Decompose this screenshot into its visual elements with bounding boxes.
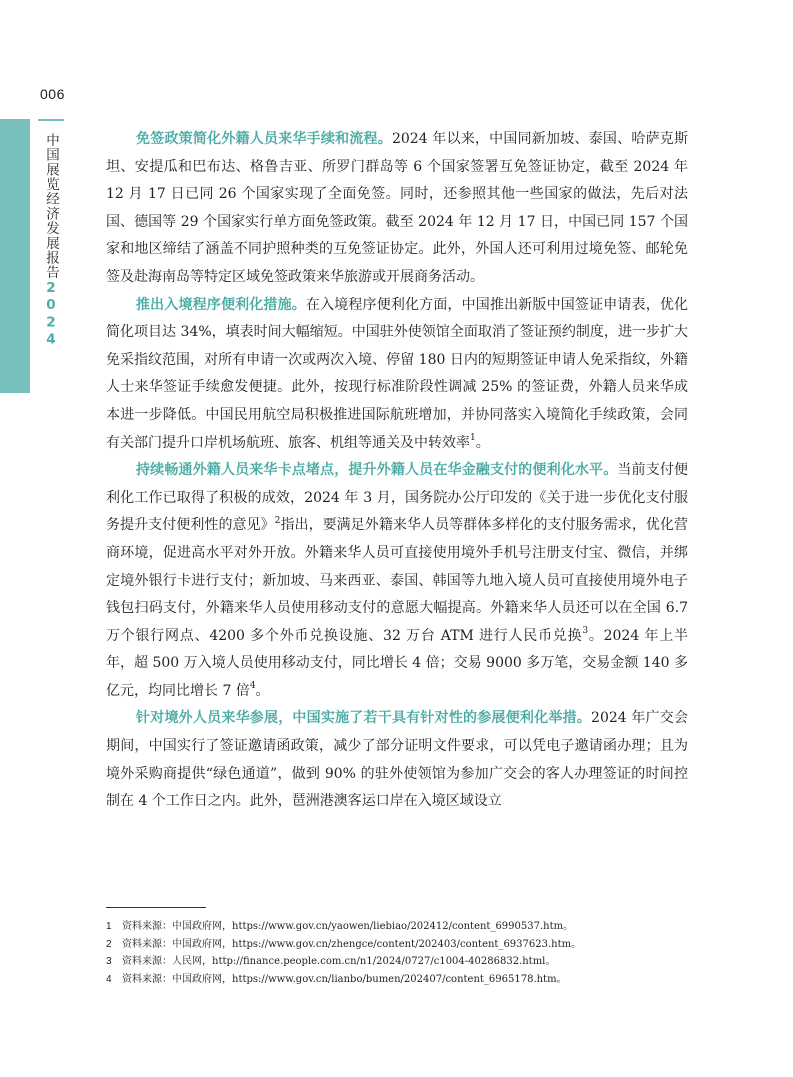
footnote-text: 资料来源：中国政府网，https://www.gov.cn/lianbo/bumen/202407/content_6965178.htm。 [122,973,567,985]
footnote-ref-1[interactable]: 1 [470,432,476,443]
side-accent-band [0,119,30,393]
footnotes [106,918,706,988]
paragraph-payments [106,457,688,705]
paragraph-body: 在入境程序便利化方面，中国推出新版中国签证申请表，优化简化项目达 34%，填表时间大幅缩短。中国驻外使领馆全面取消了签证预约制度，进一步扩大免采指纹范围，对所有申请一次或两次入境、停留 180 日内的短期签证申请人免采指纹，外籍人士来华签证手续愈发便捷。此外，按现行标准阶段性调减 25% 的签证费，外籍人员来华成本进一步降低。中国民用航空局积极推进国际航班增加，并协同落实入境简化手续政策，会同有关部门提升口岸机场航班、旅客、机组等通关及中转效率 [106,296,689,451]
paragraph-visa-exemption [106,126,688,292]
footnote-number: 3 [106,956,112,967]
paragraph-lead: 针对境外人员来华参展，中国实施了若干具有针对性的参展便利化举措。 [136,710,592,727]
book-title-text: 中国展览经济发展报告 [43,133,59,280]
page-number: 006 [40,86,65,102]
footnote-text: 资料来源：中国政府网，https://www.gov.cn/zhengce/content/202403/content_6937623.htm。 [122,938,582,950]
paragraph-entry-procedures [106,292,688,458]
paragraph-body-3: 。2024 年上半年，超 500 万入境人员使用移动支付，同比增长 4 倍；交易 9000 多万笔，交易金额 140 多亿元，均同比增长 7 倍 [106,627,688,699]
main-text [106,126,688,816]
footnote-ref-4[interactable]: 4 [249,681,256,692]
paragraph-tail: 。 [255,682,270,699]
footnote-item [106,918,706,936]
footnote-text: 资料来源：人民网，http://finance.people.com.cn/n1/2024/0727/c1004-40286832.html。 [122,956,556,967]
paragraph-lead: 免签政策简化外籍人员来华手续和流程。 [136,131,392,147]
footnote-number: 4 [106,973,112,985]
paragraph-lead: 持续畅通外籍人员来华卡点堵点，提升外籍人员在华金融支付的便利化水平。 [136,462,618,479]
footnote-ref-3[interactable]: 3 [582,626,589,637]
book-year: 2024 [43,280,59,349]
side-accent-rule [38,119,64,121]
footnote-number: 1 [106,921,112,932]
paragraph-tail: 。 [475,434,490,451]
footnote-divider [106,907,206,908]
paragraph-body: 2024 年以来，中国同新加坡、泰国、哈萨克斯坦、安提瓜和巴布达、格鲁吉亚、所罗门群岛等 6 个国家签署互免签证协定，截至 2024 年 12 月 17 日已同 26 个国家实现了全面免签。同时，还参照其他一些国家的做法，先后对法国、德国等 29 个国家实行单方面免签政策。截至 2024 年 12 月 17 日，中国已同 157 个国家和地区缔结了涵盖不同护照种类的互免签证协定。此外，外国人还可利用过境免签、邮轮免签及赴海南岛等特定区域免签政策来华旅游或开展商务活动。 [106,131,689,285]
paragraph-body: 2024 年广交会期间，中国实行了签证邀请函政策，减少了部分证明文件要求，可以凭电子邀请函办理；且为境外采购商提供“绿色通道”，做到 90% 的驻外使领馆为参加广交会的客人办理签证的时间控制在 4 个工作日之内。此外，琶洲港澳客运口岸在入境区域设立 [106,710,688,810]
paragraph-exhibition-facilitation [106,705,688,815]
footnote-ref-2[interactable]: 2 [274,515,281,526]
paragraph-body: 当前支付便利化工作已取得了积极的成效，2024 年 3 月，国务院办公厅印发的《关于进一步优化支付服务提升支付便利性的意见》 [106,462,689,534]
footnote-item [106,971,706,989]
footnote-item [106,936,706,954]
paragraph-lead: 推出入境程序便利化措施。 [136,296,306,313]
paragraph-body-2: 指出，要满足外籍来华人员等群体多样化的支付服务需求，优化营商环境，促进高水平对外开放。外籍来华人员可直接使用境外手机号注册支付宝、微信，并绑定境外银行卡进行支付；新加坡、马来西亚、泰国、韩国等九地入境人员可直接使用境外电子钱包扫码支付，外籍来华人员使用移动支付的意愿大幅提高。外籍来华人员还可以在全国 6.7 万个银行网点、4200 多个外币兑换设施、32 万台 ATM 进行人民币兑换 [106,517,689,644]
running-book-title [40,133,62,349]
footnote-item [106,953,706,971]
footnote-text: 资料来源：中国政府网，https://www.gov.cn/yaowen/liebiao/202412/content_6990537.htm。 [122,921,574,932]
footnote-number: 2 [106,938,112,950]
